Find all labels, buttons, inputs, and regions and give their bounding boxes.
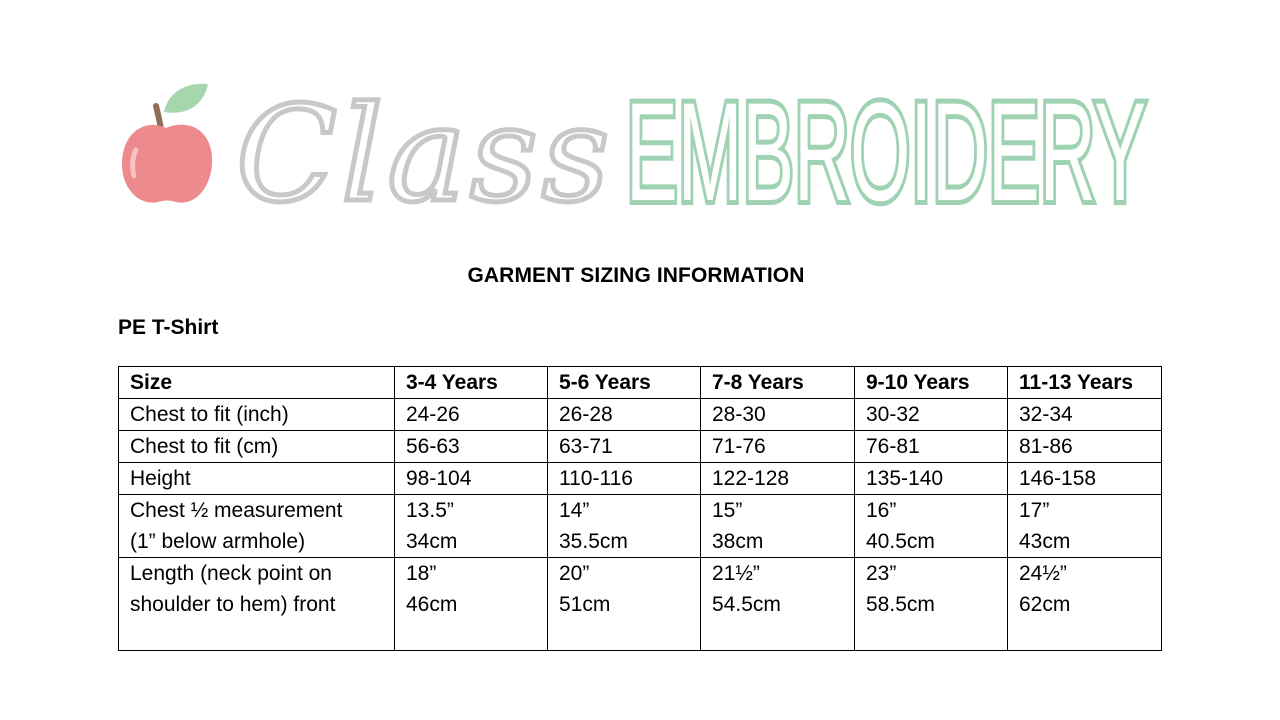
table-cell: 24-26 bbox=[395, 399, 548, 431]
table-cell: 81-86 bbox=[1008, 431, 1162, 463]
row-label: Chest to fit (cm) bbox=[119, 431, 395, 463]
value-inch: 24½” bbox=[1019, 562, 1067, 585]
brand-logo bbox=[118, 72, 1158, 212]
table-cell bbox=[855, 495, 1008, 558]
value-inch: 13.5” bbox=[406, 499, 454, 522]
value-inch: 23” bbox=[866, 562, 897, 585]
value-cm: 43cm bbox=[1019, 530, 1071, 553]
header-3-4-years: 3-4 Years bbox=[395, 367, 548, 399]
row-label-line: Chest ½ measurement bbox=[130, 499, 343, 522]
value-inch: 18” bbox=[406, 562, 437, 585]
table-row-length bbox=[119, 558, 1162, 651]
value-cm: 35.5cm bbox=[559, 530, 628, 553]
table-row-chest-cm bbox=[119, 431, 1162, 463]
logo-graphic bbox=[118, 72, 1158, 212]
value-inch: 20” bbox=[559, 562, 590, 585]
row-label: Chest to fit (inch) bbox=[119, 399, 395, 431]
table-cell: 63-71 bbox=[548, 431, 701, 463]
row-label: Height bbox=[119, 463, 395, 495]
value-inch: 17” bbox=[1019, 499, 1050, 522]
table-cell: 30-32 bbox=[855, 399, 1008, 431]
table-cell: 110-116 bbox=[548, 463, 701, 495]
header-size: Size bbox=[119, 367, 395, 399]
table-cell bbox=[548, 558, 701, 651]
table-cell: 76-81 bbox=[855, 431, 1008, 463]
value-cm: 34cm bbox=[406, 530, 458, 553]
logo-word-embroidery: EMBROIDERY bbox=[626, 73, 1146, 212]
table-cell: 26-28 bbox=[548, 399, 701, 431]
table-row-chest-inch bbox=[119, 399, 1162, 431]
sizing-table bbox=[118, 366, 1162, 651]
value-inch: 21½” bbox=[712, 562, 760, 585]
row-label-line: shoulder to hem) front bbox=[130, 593, 336, 616]
table-cell bbox=[701, 558, 855, 651]
table-cell: 122-128 bbox=[701, 463, 855, 495]
value-cm: 40.5cm bbox=[866, 530, 935, 553]
table-cell bbox=[1008, 495, 1162, 558]
table-cell: 146-158 bbox=[1008, 463, 1162, 495]
page-heading: GARMENT SIZING INFORMATION bbox=[467, 264, 805, 287]
row-label bbox=[119, 495, 395, 558]
table-cell: 135-140 bbox=[855, 463, 1008, 495]
table-cell bbox=[395, 495, 548, 558]
logo-word-class: Class bbox=[236, 78, 614, 212]
table-cell bbox=[701, 495, 855, 558]
table-row-chest-half bbox=[119, 495, 1162, 558]
garment-title: PE T-Shirt bbox=[118, 316, 219, 339]
table-cell bbox=[548, 495, 701, 558]
table-cell bbox=[855, 558, 1008, 651]
value-cm: 46cm bbox=[406, 593, 458, 616]
header-9-10-years: 9-10 Years bbox=[855, 367, 1008, 399]
value-inch: 14” bbox=[559, 499, 590, 522]
header-5-6-years: 5-6 Years bbox=[548, 367, 701, 399]
value-inch: 15” bbox=[712, 499, 743, 522]
table-cell: 32-34 bbox=[1008, 399, 1162, 431]
row-label-line: Length (neck point on bbox=[130, 562, 332, 585]
value-cm: 51cm bbox=[559, 593, 611, 616]
value-cm: 62cm bbox=[1019, 593, 1071, 616]
apple-icon bbox=[122, 84, 212, 203]
value-cm: 38cm bbox=[712, 530, 764, 553]
row-label bbox=[119, 558, 395, 651]
table-cell bbox=[1008, 558, 1162, 651]
table-header-row bbox=[119, 367, 1162, 399]
row-label-line: (1” below armhole) bbox=[130, 530, 306, 553]
header-7-8-years: 7-8 Years bbox=[701, 367, 855, 399]
table-cell bbox=[395, 558, 548, 651]
table-cell: 28-30 bbox=[701, 399, 855, 431]
table-row-height bbox=[119, 463, 1162, 495]
header-11-13-years: 11-13 Years bbox=[1008, 367, 1162, 399]
value-inch: 16” bbox=[866, 499, 897, 522]
table-cell: 71-76 bbox=[701, 431, 855, 463]
value-cm: 54.5cm bbox=[712, 593, 781, 616]
table-cell: 98-104 bbox=[395, 463, 548, 495]
value-cm: 58.5cm bbox=[866, 593, 935, 616]
table-cell: 56-63 bbox=[395, 431, 548, 463]
